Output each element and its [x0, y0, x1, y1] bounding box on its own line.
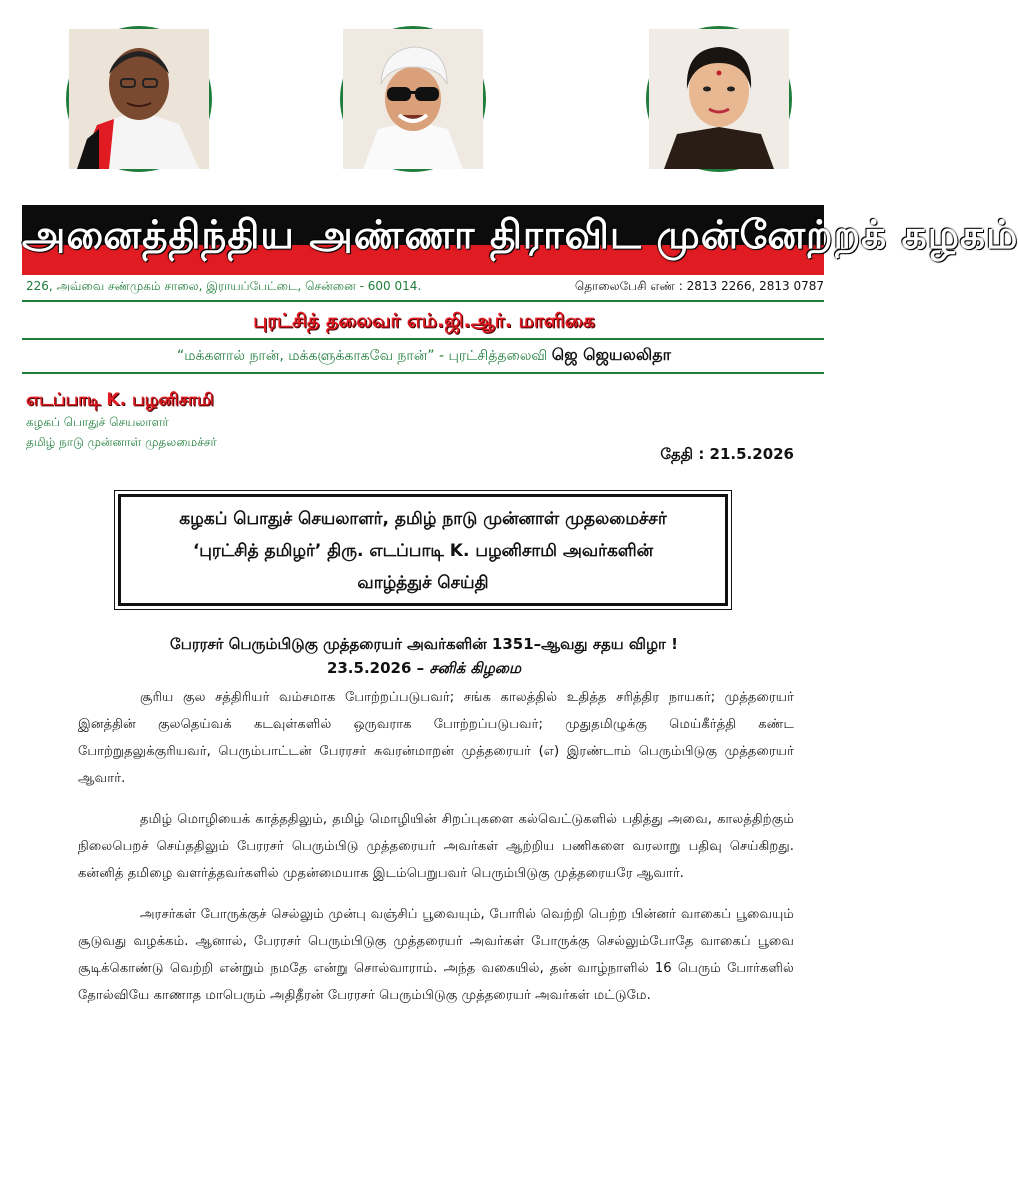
- event-title: பேரரசர் பெரும்பிடுகு முத்தரையர் அவர்களின் 1351–ஆவது சதய விழா !: [170, 635, 678, 653]
- portrait-leader-3: [646, 26, 792, 172]
- slogan: [0, 345, 848, 366]
- portrait-leader-2: [340, 26, 486, 172]
- box-line-1: கழகப் பொதுச் செயலாளர், தமிழ் நாடு முன்னாள் முதலமைச்சர்: [179, 509, 667, 529]
- box-line-2: ‘புரட்சித் தமிழர்’ திரு. எடப்பாடி K. பழனிசாமி அவர்களின்: [192, 541, 654, 561]
- party-banner: [22, 205, 1018, 275]
- divider: [22, 338, 824, 340]
- author-former-role: தமிழ் நாடு முன்னாள் முதலமைச்சர்: [26, 435, 217, 449]
- slogan-quote: “மக்களால் நான், மக்களுக்காகவே நான்” - புரட்சித்தலைவி: [177, 348, 548, 364]
- address-row: [22, 279, 824, 299]
- office-address: 226, அவ்வை சண்முகம் சாலை, இராயப்பேட்டை, சென்னை - 600 014.: [26, 279, 422, 293]
- slogan-name: ஜெ ஜெயலலிதா: [551, 345, 671, 364]
- party-name: அனைத்திந்திய அண்ணா திராவிட முன்னேற்றக் கழகம்: [22, 213, 1018, 258]
- paragraph-2: தமிழ் மொழியைக் காத்ததிலும், தமிழ் மொழியின் சிறப்புகளை கல்வெட்டுகளில் பதித்து அவை, காலத்திற்கும் நிலைபெறச் செய்ததிலும் பேரரசர் பெரும்பிடு முத்தரையர் அவர்கள் ஆற்றிய பணிகளை வரலாறு பதிவு செய்கிறது. கன்னித் தமிழை வளர்த்தவர்களில் முதன்மையாக இடம்பெறுபவர் பெரும்பிடுகு முத்தரையரே ஆவார்.: [78, 812, 794, 881]
- event-day: சனிக் கிழமை: [429, 659, 522, 677]
- author-name: எடப்பாடி K. பழனிசாமி: [26, 390, 214, 410]
- event-date: 23.5.2026 –: [326, 659, 425, 677]
- letter-date: தேதி : 21.5.2026: [660, 445, 794, 463]
- office-name: புரட்சித் தலைவர் எம்.ஜி.ஆர். மாளிகை: [253, 310, 595, 332]
- event-heading: [0, 632, 848, 680]
- office-phone: தொலைபேசி எண் : 2813 2266, 2813 0787: [574, 279, 824, 293]
- message-title-box: [118, 494, 728, 606]
- paragraph-1: சூரிய குல சத்திரியர் வம்சமாக போற்றப்படுபவர்; சங்க காலத்தில் உதித்த சரித்திர நாயகர்; முத்தரையர் இனத்தின் குலதெய்வக் கடவுள்களில் ஒருவராக போற்றப்படுபவர்; முதுதமிழுக்கு மெய்கீர்த்தி கண்ட போற்றுதலுக்குரியவர், பெரும்பாட்டன் பேரரசர் சுவரன்மாறன் முத்தரையர் (எ) இரண்டாம் பெரும்பிடுகு முத்தரையர் ஆவார்.: [78, 690, 794, 786]
- box-line-3: வாழ்த்துச் செய்தி: [357, 573, 489, 593]
- message-body: [78, 684, 794, 1023]
- author-role: கழகப் பொதுச் செயலாளர்: [26, 415, 169, 429]
- divider: [22, 300, 824, 302]
- portrait-leader-1: [66, 26, 212, 172]
- event-date-line: [0, 656, 848, 680]
- divider: [22, 372, 824, 374]
- paragraph-3: அரசர்கள் போருக்குச் செல்லும் முன்பு வஞ்சிப் பூவையும், போரில் வெற்றி பெற்ற பின்னர் வாகைப் பூவையும் சூடுவது வழக்கம். ஆனால், பேரரசர் பெரும்பிடுகு முத்தரையர் அவர்கள் போருக்கு செல்லும்போதே வாகைப் பூவை சூடிக்கொண்டு வெற்றி என்றும் நமதே என்று சொல்வாராம். அந்த வகையில், தன் வாழ்நாளில் 16 பெரும் போர்களில் தோல்வியே காணாத மாபெரும் அதிதீரன் பேரரசர் பெரும்பிடுகு முத்தரையர் அவர்கள் மட்டுமே.: [78, 907, 794, 1003]
